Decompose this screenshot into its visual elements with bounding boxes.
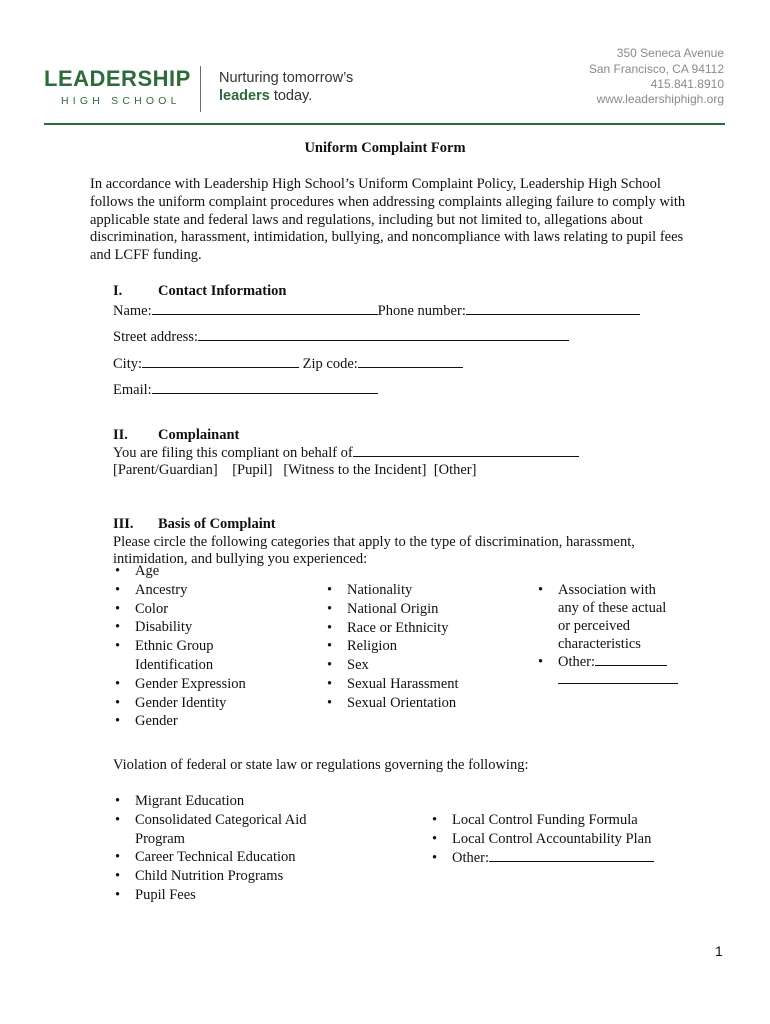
list-item[interactable]: • Ethnic Group — [113, 637, 246, 656]
complainant-prompt: You are filing this compliant on behalf of — [113, 445, 353, 461]
other-basis-continuation — [536, 671, 678, 689]
list-item[interactable]: • Ancestry — [113, 581, 246, 600]
list-item[interactable]: • Local Control Accountability Plan — [430, 830, 654, 849]
section3-heading: Basis of Complaint — [158, 516, 276, 532]
option-pupil[interactable]: [Pupil] — [232, 462, 273, 478]
form-title: Uniform Complaint Form — [304, 140, 466, 156]
header-rule — [44, 123, 725, 125]
basis-instructions-1: Please circle the following categories that apply to the type of discrimination, harassment, — [113, 534, 635, 550]
other-program-field[interactable] — [489, 849, 654, 862]
option-other[interactable]: [Other] — [433, 462, 477, 478]
city-label: City: — [113, 356, 143, 372]
list-item-continuation[interactable]: or perceived — [558, 618, 631, 634]
logo-divider — [200, 66, 201, 112]
tagline-bold: leaders — [219, 88, 270, 104]
tagline-line1: Nurturing tomorrow’s — [219, 70, 354, 86]
other-basis-item[interactable] — [536, 653, 678, 671]
school-logo-subtitle: HIGH SCHOOL — [61, 95, 181, 107]
option-witness[interactable]: [Witness to the Incident] — [283, 462, 427, 478]
other-program-label: Other: — [452, 849, 490, 866]
list-item[interactable]: • Color — [113, 600, 246, 619]
basis-list-col2 — [325, 581, 459, 713]
complainant-options — [113, 462, 476, 479]
list-item[interactable]: • Gender Identity — [113, 694, 246, 713]
city-row — [113, 355, 463, 373]
list-item[interactable]: • Sexual Harassment — [325, 675, 459, 694]
other-basis-label: Other: — [558, 654, 596, 670]
intro-paragraph: In accordance with Leadership High School’s Uniform Complaint Policy, Leadership High School follows the uniform complaint procedures when addressing complaints alleging failure to comply with applicable state and federal laws and regulations, including but not limited to, allegations about discrimination, harassment, intimidation, bullying, and noncompliance with laws relating to pupil fees and LCFF funding. — [90, 176, 686, 264]
section3-number: III. — [113, 516, 134, 532]
section1-number: I. — [113, 283, 123, 299]
address-street: 350 Seneca Avenue — [616, 46, 724, 60]
basis-instructions-2: intimidation, and bullying you experienced: — [113, 551, 368, 567]
list-item[interactable]: • Religion — [325, 637, 459, 656]
address-website[interactable]: www.leadershiphigh.org — [596, 92, 724, 106]
email-label: Email: — [113, 382, 152, 398]
option-parent-guardian[interactable]: [Parent/Guardian] — [113, 462, 218, 478]
zip-label: Zip code: — [302, 356, 358, 372]
list-item-continuation[interactable]: characteristics — [558, 636, 641, 652]
street-field[interactable] — [198, 328, 569, 341]
basis-list-col3 — [536, 581, 678, 689]
list-item-continuation[interactable]: Program — [135, 830, 185, 847]
violation-prompt: Violation of federal or state law or regulations governing the following: — [113, 757, 529, 773]
list-item[interactable]: • Child Nutrition Programs — [113, 867, 307, 886]
other-program-item[interactable] — [430, 849, 654, 868]
name-row — [113, 302, 640, 320]
other-basis-field-2[interactable] — [558, 671, 678, 684]
list-item[interactable]: • Disability — [113, 618, 246, 637]
list-item[interactable]: • Career Technical Education — [113, 848, 307, 867]
section1-heading: Contact Information — [158, 283, 287, 299]
list-item[interactable]: • Association with — [536, 581, 678, 599]
section2-heading: Complainant — [158, 427, 240, 443]
complainant-row — [113, 444, 579, 462]
school-logo-name: LEADERSHIP — [44, 66, 191, 91]
street-label: Street address: — [113, 329, 198, 345]
list-item[interactable]: • National Origin — [325, 600, 459, 619]
phone-label: Phone number: — [377, 303, 466, 319]
street-row — [113, 328, 569, 346]
complainant-field[interactable] — [353, 444, 579, 457]
list-item[interactable]: • Nationality — [325, 581, 459, 600]
other-basis-field[interactable] — [595, 653, 667, 666]
programs-list-right — [430, 811, 654, 867]
page-number: 1 — [715, 943, 723, 959]
list-item[interactable]: • Consolidated Categorical Aid — [113, 811, 307, 830]
address-city: San Francisco, CA 94112 — [588, 62, 724, 76]
list-item[interactable]: • Gender — [113, 712, 246, 731]
city-field[interactable] — [142, 355, 299, 368]
list-item-continuation[interactable]: Identification — [135, 656, 214, 673]
list-item[interactable]: • Local Control Funding Formula — [430, 811, 654, 830]
address-phone: 415.841.8910 — [650, 77, 724, 91]
list-item[interactable]: • Race or Ethnicity — [325, 619, 459, 638]
name-field[interactable] — [152, 302, 378, 315]
tagline-line2 — [219, 88, 312, 104]
email-row — [113, 381, 378, 399]
email-field[interactable] — [152, 381, 378, 394]
zip-field[interactable] — [358, 355, 463, 368]
list-item[interactable]: • Sex — [325, 656, 459, 675]
tagline-rest: today. — [269, 88, 313, 104]
list-item[interactable]: • Sexual Orientation — [325, 694, 459, 713]
name-label: Name: — [113, 303, 152, 319]
list-item[interactable]: • Age — [113, 562, 246, 581]
list-item[interactable]: • Gender Expression — [113, 675, 246, 694]
list-item[interactable]: • Migrant Education — [113, 792, 307, 811]
programs-list-left — [113, 792, 307, 905]
basis-list-col1 — [113, 562, 246, 731]
list-item-continuation[interactable]: any of these actual — [558, 600, 667, 616]
phone-field[interactable] — [466, 302, 640, 315]
section2-number: II. — [113, 427, 128, 443]
list-item[interactable]: • Pupil Fees — [113, 886, 307, 905]
